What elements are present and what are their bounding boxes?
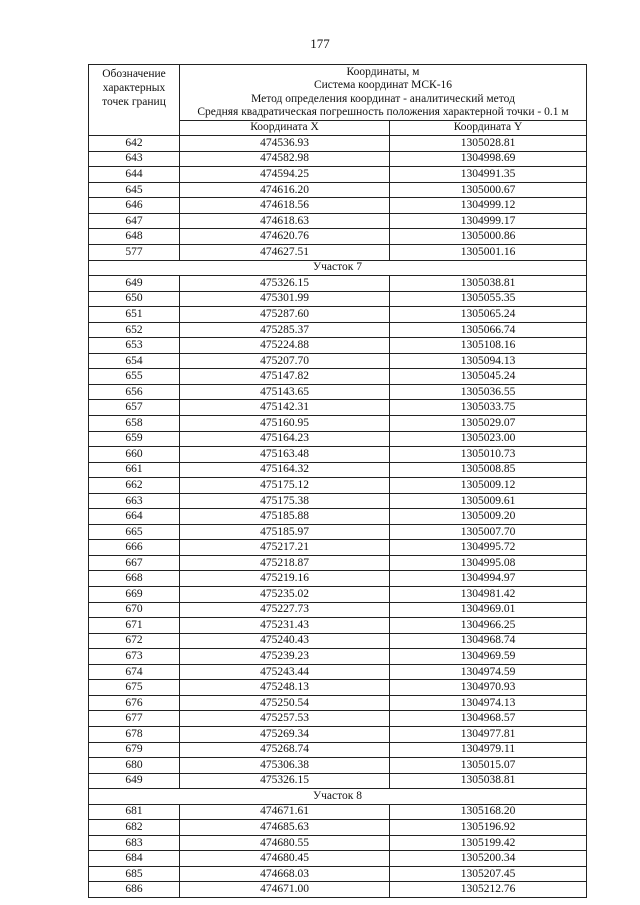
coord-x-cell: 475163.48 — [180, 447, 390, 463]
coord-y-cell: 1305045.24 — [390, 369, 587, 385]
coord-x-cell: 475185.97 — [180, 524, 390, 540]
table-row — [89, 245, 587, 261]
coord-x-cell: 475250.54 — [180, 695, 390, 711]
table-row — [89, 462, 587, 478]
coordinates-table — [88, 64, 587, 898]
coord-y-cell: 1305023.00 — [390, 431, 587, 447]
coord-y-cell: 1304981.42 — [390, 587, 587, 603]
point-id-cell: 649 — [89, 276, 180, 292]
point-id-cell: 668 — [89, 571, 180, 587]
coord-y-cell: 1305033.75 — [390, 400, 587, 416]
point-id-cell: 675 — [89, 680, 180, 696]
coord-y-cell: 1304994.97 — [390, 571, 587, 587]
table-row — [89, 213, 587, 229]
coordinates-header-line: Система координат МСК-16 — [313, 79, 453, 92]
table-row — [89, 431, 587, 447]
section-title: Участок 8 — [89, 789, 587, 805]
coord-y-cell: 1304974.59 — [390, 664, 587, 680]
table-row — [89, 882, 587, 898]
table-row — [89, 307, 587, 323]
point-id-cell: 680 — [89, 758, 180, 774]
coord-y-cell: 1304966.25 — [390, 618, 587, 634]
coord-x-cell: 475175.38 — [180, 493, 390, 509]
coord-x-cell: 475326.15 — [180, 276, 390, 292]
coord-y-cell: 1305001.16 — [390, 245, 587, 261]
coord-x-cell: 474627.51 — [180, 245, 390, 261]
coord-y-cell: 1305207.45 — [390, 866, 587, 882]
table-row — [89, 773, 587, 789]
coord-x-cell: 475268.74 — [180, 742, 390, 758]
point-id-cell: 681 — [89, 804, 180, 820]
table-row — [89, 493, 587, 509]
coord-x-cell: 475231.43 — [180, 618, 390, 634]
coord-x-cell: 475185.88 — [180, 509, 390, 525]
point-id-cell: 679 — [89, 742, 180, 758]
table-row — [89, 416, 587, 432]
coord-y-cell: 1305010.73 — [390, 447, 587, 463]
table-row — [89, 555, 587, 571]
coord-y-cell: 1305000.86 — [390, 229, 587, 245]
coord-x-cell: 474616.20 — [180, 182, 390, 198]
point-id-cell: 671 — [89, 618, 180, 634]
point-id-cell: 648 — [89, 229, 180, 245]
table-row — [89, 835, 587, 851]
table-row — [89, 151, 587, 167]
coord-x-cell: 475217.21 — [180, 540, 390, 556]
table-row — [89, 664, 587, 680]
coord-y-cell: 1304999.12 — [390, 198, 587, 214]
table-row — [89, 587, 587, 603]
coord-y-cell: 1305029.07 — [390, 416, 587, 432]
coord-x-cell: 474685.63 — [180, 820, 390, 836]
coord-x-cell: 475269.34 — [180, 726, 390, 742]
table-row — [89, 353, 587, 369]
table-row — [89, 695, 587, 711]
coord-x-cell: 474594.25 — [180, 167, 390, 183]
coord-x-cell: 475164.23 — [180, 431, 390, 447]
point-id-cell: 665 — [89, 524, 180, 540]
table-row — [89, 820, 587, 836]
coord-y-cell: 1305000.67 — [390, 182, 587, 198]
coord-x-cell: 475224.88 — [180, 338, 390, 354]
point-id-cell: 682 — [89, 820, 180, 836]
table-row — [89, 291, 587, 307]
coord-y-cell: 1305009.61 — [390, 493, 587, 509]
coord-x-cell: 475240.43 — [180, 633, 390, 649]
coord-y-cell: 1304974.13 — [390, 695, 587, 711]
point-id-cell: 649 — [89, 773, 180, 789]
table-row — [89, 384, 587, 400]
point-id-cell: 664 — [89, 509, 180, 525]
coord-x-cell: 475235.02 — [180, 587, 390, 603]
coord-y-cell: 1304968.74 — [390, 633, 587, 649]
point-id-cell: 663 — [89, 493, 180, 509]
point-id-cell: 669 — [89, 587, 180, 603]
point-id-cell: 673 — [89, 649, 180, 665]
point-id-cell: 678 — [89, 726, 180, 742]
coord-x-cell: 475218.87 — [180, 555, 390, 571]
coord-x-cell: 475306.38 — [180, 758, 390, 774]
coord-x-cell: 475239.23 — [180, 649, 390, 665]
table-row — [89, 447, 587, 463]
point-designation-header-line: характерных — [102, 82, 166, 94]
section-row — [89, 789, 587, 805]
point-designation-header-line: Обозначение — [102, 68, 166, 80]
coord-y-cell: 1304995.72 — [390, 540, 587, 556]
table-row — [89, 136, 587, 152]
table-header-row — [89, 65, 587, 121]
point-designation-header-line: точек границ — [102, 96, 166, 108]
coord-x-cell: 475160.95 — [180, 416, 390, 432]
table-row — [89, 633, 587, 649]
table-row — [89, 276, 587, 292]
coord-y-cell: 1304969.01 — [390, 602, 587, 618]
coord-y-cell: 1305038.81 — [390, 773, 587, 789]
coord-y-cell: 1305200.34 — [390, 851, 587, 867]
point-id-cell: 660 — [89, 447, 180, 463]
coord-x-cell: 474671.61 — [180, 804, 390, 820]
coord-x-cell: 474680.45 — [180, 851, 390, 867]
section-row — [89, 260, 587, 276]
table-row — [89, 726, 587, 742]
table-row — [89, 509, 587, 525]
coord-x-cell: 474680.55 — [180, 835, 390, 851]
point-id-cell: 672 — [89, 633, 180, 649]
coord-y-cell: 1305065.24 — [390, 307, 587, 323]
point-id-cell: 676 — [89, 695, 180, 711]
point-id-cell: 670 — [89, 602, 180, 618]
coord-x-cell: 475164.32 — [180, 462, 390, 478]
point-id-cell: 577 — [89, 245, 180, 261]
table-row — [89, 602, 587, 618]
table-row — [89, 804, 587, 820]
coord-y-cell: 1305199.42 — [390, 835, 587, 851]
coord-y-cell: 1305055.35 — [390, 291, 587, 307]
point-id-cell: 674 — [89, 664, 180, 680]
coord-x-cell: 475175.12 — [180, 478, 390, 494]
coord-x-cell: 474618.63 — [180, 213, 390, 229]
coord-y-cell: 1305066.74 — [390, 322, 587, 338]
coord-x-cell: 475301.99 — [180, 291, 390, 307]
coord-x-cell: 475285.37 — [180, 322, 390, 338]
table-row — [89, 478, 587, 494]
coord-y-cell: 1304969.59 — [390, 649, 587, 665]
coordinates-header — [180, 65, 587, 121]
coord-y-cell: 1304999.17 — [390, 213, 587, 229]
coord-y-cell: 1305038.81 — [390, 276, 587, 292]
point-id-cell: 667 — [89, 555, 180, 571]
point-id-cell: 659 — [89, 431, 180, 447]
section-title: Участок 7 — [89, 260, 587, 276]
coord-x-cell: 475219.16 — [180, 571, 390, 587]
point-id-cell: 658 — [89, 416, 180, 432]
coord-x-cell: 475257.53 — [180, 711, 390, 727]
coord-x-cell: 474618.56 — [180, 198, 390, 214]
coord-y-cell: 1305008.85 — [390, 462, 587, 478]
table-row — [89, 229, 587, 245]
coord-x-cell: 475243.44 — [180, 664, 390, 680]
point-id-cell: 654 — [89, 353, 180, 369]
coord-y-cell: 1305168.20 — [390, 804, 587, 820]
coord-x-cell: 475207.70 — [180, 353, 390, 369]
coord-y-cell: 1305007.70 — [390, 524, 587, 540]
point-id-cell: 652 — [89, 322, 180, 338]
table-row — [89, 649, 587, 665]
coord-x-cell: 474536.93 — [180, 136, 390, 152]
coord-y-cell: 1305015.07 — [390, 758, 587, 774]
point-id-cell: 683 — [89, 835, 180, 851]
coord-x-cell: 475227.73 — [180, 602, 390, 618]
point-id-cell: 642 — [89, 136, 180, 152]
coordinates-header-line: Координаты, м — [346, 66, 420, 78]
table-row — [89, 322, 587, 338]
table-row — [89, 540, 587, 556]
coord-y-cell: 1304970.93 — [390, 680, 587, 696]
table-row — [89, 338, 587, 354]
coord-y-cell: 1305212.76 — [390, 882, 587, 898]
coord-y-cell: 1305036.55 — [390, 384, 587, 400]
point-id-cell: 666 — [89, 540, 180, 556]
point-id-cell: 677 — [89, 711, 180, 727]
point-id-cell: 646 — [89, 198, 180, 214]
coord-y-cell: 1304991.35 — [390, 167, 587, 183]
table-row — [89, 711, 587, 727]
table-row — [89, 851, 587, 867]
point-id-cell: 685 — [89, 866, 180, 882]
table-row — [89, 618, 587, 634]
coord-y-cell: 1304977.81 — [390, 726, 587, 742]
table-row — [89, 182, 587, 198]
point-id-cell: 686 — [89, 882, 180, 898]
coordinates-header-line: Метод определения координат - аналитический метод — [251, 92, 515, 105]
coordinates-header-line: Средняя квадратическая погрешность положения характерной точки - 0.1 м — [197, 106, 569, 119]
point-id-cell: 662 — [89, 478, 180, 494]
point-id-cell: 650 — [89, 291, 180, 307]
point-id-cell: 653 — [89, 338, 180, 354]
table-row — [89, 400, 587, 416]
coord-x-cell: 474668.03 — [180, 866, 390, 882]
table-row — [89, 866, 587, 882]
point-id-cell: 661 — [89, 462, 180, 478]
coord-x-cell: 475143.65 — [180, 384, 390, 400]
coord-x-cell: 475147.82 — [180, 369, 390, 385]
coord-y-cell: 1305094.13 — [390, 353, 587, 369]
table-row — [89, 742, 587, 758]
point-id-cell: 647 — [89, 213, 180, 229]
point-id-cell: 655 — [89, 369, 180, 385]
coord-y-cell: 1304995.08 — [390, 555, 587, 571]
point-id-cell: 656 — [89, 384, 180, 400]
table-row — [89, 680, 587, 696]
table-row — [89, 198, 587, 214]
table-row — [89, 369, 587, 385]
point-designation-header — [89, 65, 180, 136]
column-header-x: Координата X — [180, 120, 390, 136]
coord-x-cell: 474582.98 — [180, 151, 390, 167]
coord-x-cell: 474671.00 — [180, 882, 390, 898]
coord-x-cell: 475326.15 — [180, 773, 390, 789]
point-id-cell: 651 — [89, 307, 180, 323]
coord-y-cell: 1304979.11 — [390, 742, 587, 758]
table-row — [89, 571, 587, 587]
coord-x-cell: 475142.31 — [180, 400, 390, 416]
point-id-cell: 657 — [89, 400, 180, 416]
coord-y-cell: 1305196.92 — [390, 820, 587, 836]
point-id-cell: 684 — [89, 851, 180, 867]
point-id-cell: 645 — [89, 182, 180, 198]
coord-x-cell: 475287.60 — [180, 307, 390, 323]
coord-y-cell: 1304968.57 — [390, 711, 587, 727]
coord-y-cell: 1305009.12 — [390, 478, 587, 494]
point-id-cell: 643 — [89, 151, 180, 167]
coord-y-cell: 1305028.81 — [390, 136, 587, 152]
column-header-y: Координата Y — [390, 120, 587, 136]
coord-x-cell: 475248.13 — [180, 680, 390, 696]
table-row — [89, 758, 587, 774]
coord-y-cell: 1305108.16 — [390, 338, 587, 354]
coord-x-cell: 474620.76 — [180, 229, 390, 245]
point-id-cell: 644 — [89, 167, 180, 183]
coord-y-cell: 1305009.20 — [390, 509, 587, 525]
coord-y-cell: 1304998.69 — [390, 151, 587, 167]
page-number: 177 — [310, 36, 330, 51]
table-row — [89, 167, 587, 183]
table-row — [89, 524, 587, 540]
